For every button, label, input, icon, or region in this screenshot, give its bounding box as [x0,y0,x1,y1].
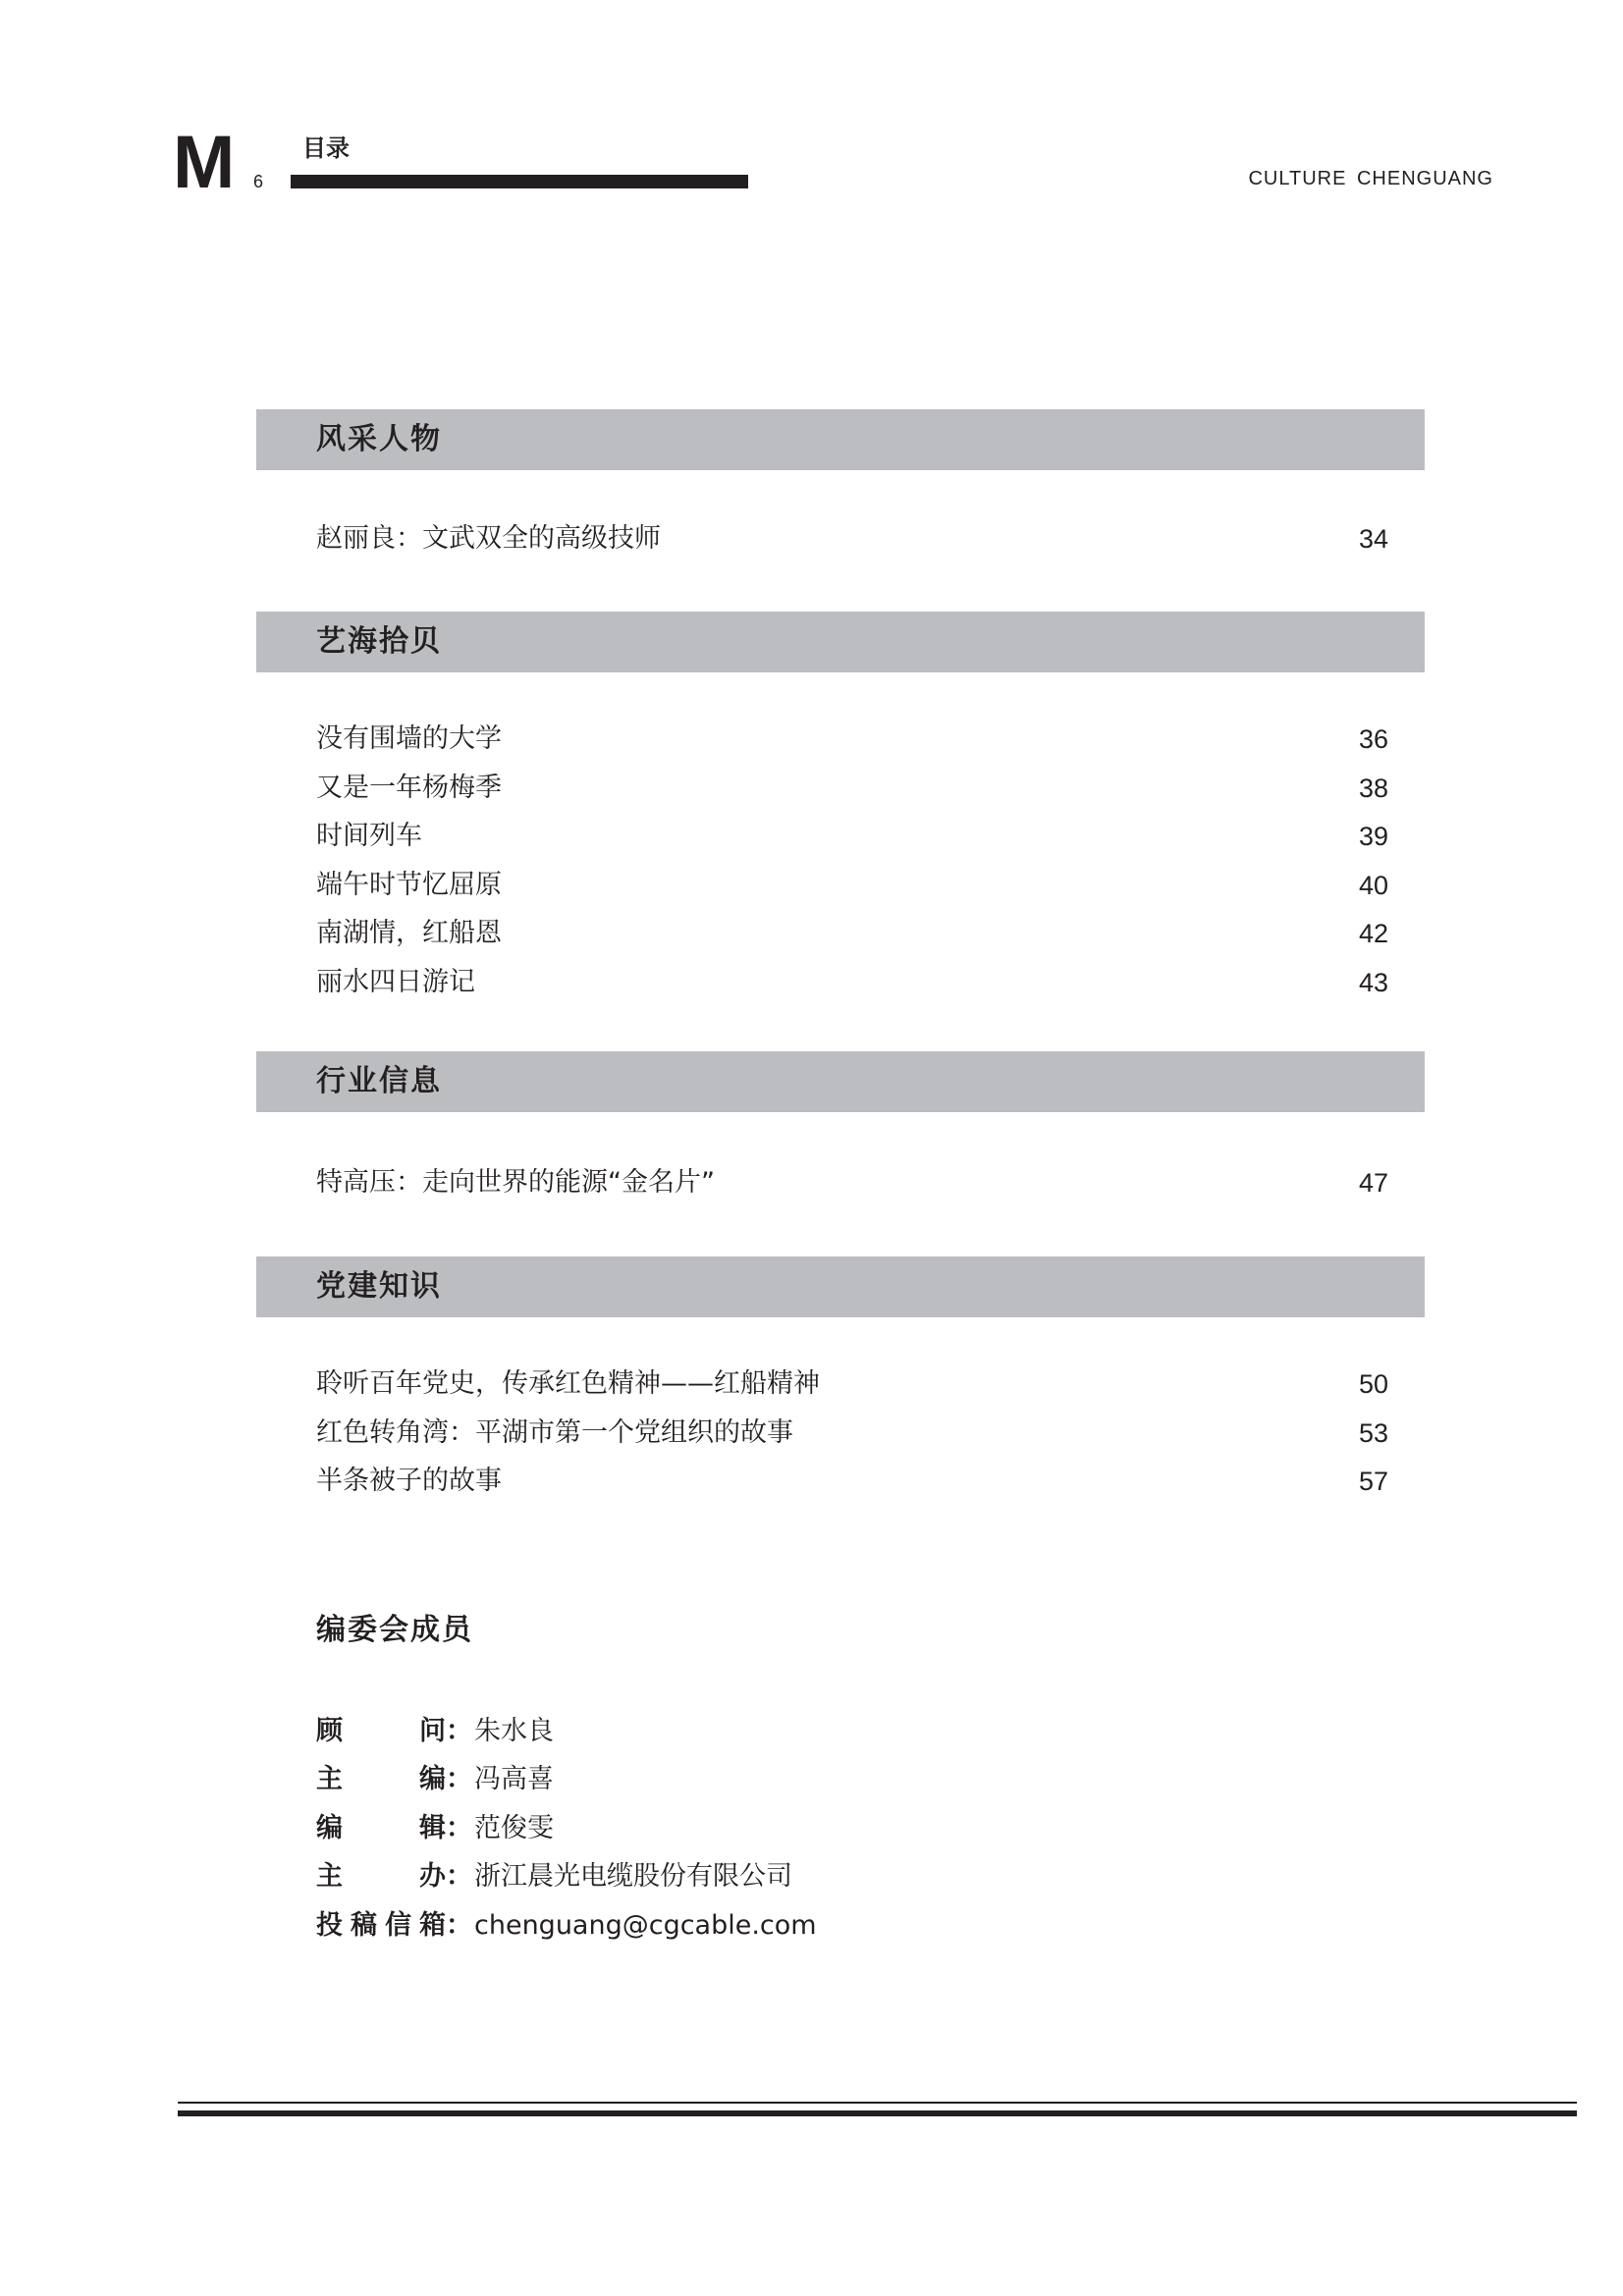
toc-entry-title: 南湖情，红船恩 [316,918,502,948]
toc-category-band [256,1256,1425,1317]
toc-entry-title: 赵丽良：文武双全的高级技师 [316,523,661,554]
toc-entry[interactable] [316,1413,1388,1454]
toc-entry[interactable] [316,816,1388,857]
editorial-name: 朱水良 [474,1716,554,1746]
editorial-colon: ： [446,1716,472,1746]
toc-entry[interactable] [316,962,1388,1003]
toc-category-band [256,409,1425,470]
toc-entry-page: 39 [1358,822,1388,851]
editorial-colon: ： [446,1813,472,1843]
editorial-role: 顾问 [316,1716,446,1746]
editorial-role: 主编 [316,1764,446,1794]
toc-entry[interactable] [316,719,1388,760]
toc-entry-page: 36 [1358,724,1388,754]
editorial-member [316,1856,792,1897]
toc-category-band [256,1051,1425,1112]
toc-entry-title: 半条被子的故事 [316,1466,502,1496]
toc-entry[interactable] [316,913,1388,954]
magazine-logo-letter: M [173,121,234,204]
toc-entry-page: 43 [1358,968,1388,997]
toc-entry[interactable] [316,768,1388,809]
toc-category-label: 艺海拾贝 [316,624,442,659]
toc-entry-page: 38 [1358,774,1388,803]
toc-entry-title: 时间列车 [316,821,422,851]
editorial-role: 主办 [316,1861,446,1892]
editorial-board-title: 编委会成员 [316,1613,473,1647]
footer-rule-thick [178,2110,1577,2116]
toc-entry[interactable] [316,1461,1388,1502]
editorial-name: 范俊雯 [474,1813,554,1843]
toc-entry-page: 50 [1358,1369,1388,1399]
editorial-role: 投稿信箱 [316,1910,446,1941]
toc-category-label: 行业信息 [316,1064,442,1098]
editorial-colon: ： [446,1764,472,1794]
toc-entry-page: 42 [1358,919,1388,948]
editorial-name: 冯高喜 [474,1764,554,1794]
toc-entry-title: 聆听百年党史，传承红色精神——红船精神 [316,1368,820,1399]
editorial-role: 编辑 [316,1813,446,1843]
toc-entry[interactable] [316,865,1388,906]
editorial-member [316,1711,554,1752]
toc-entry-page: 34 [1358,524,1388,554]
toc-entry-page: 57 [1358,1467,1388,1496]
brand-name: CULTURE CHENGUANG [1248,168,1493,189]
toc-entry-title: 丽水四日游记 [316,967,475,997]
editorial-email[interactable]: chenguang@cgcable.com [474,1910,817,1941]
section-title: 目录 [302,134,350,162]
editorial-colon: ： [446,1910,472,1941]
toc-entry-title: 红色转角湾：平湖市第一个党组织的故事 [316,1417,793,1448]
toc-entry[interactable] [316,1162,1388,1203]
toc-entry-page: 40 [1358,871,1388,900]
editorial-member [316,1759,554,1800]
editorial-member [316,1808,554,1849]
header-bar [291,175,748,188]
page-number: 6 [253,172,264,191]
toc-entry[interactable] [316,518,1388,560]
footer-rule-thin [178,2102,1577,2104]
editorial-colon: ： [446,1861,472,1892]
toc-category-label: 风采人物 [316,422,442,456]
editorial-name: 浙江晨光电缆股份有限公司 [474,1861,792,1892]
toc-entry-title: 没有围墙的大学 [316,723,502,754]
toc-entry-page: 47 [1358,1168,1388,1198]
editorial-member [316,1905,817,1947]
toc-entry[interactable] [316,1363,1388,1405]
toc-entry-title: 特高压：走向世界的能源“金名片” [316,1167,715,1198]
toc-entry-title: 又是一年杨梅季 [316,773,502,803]
toc-entry-page: 53 [1358,1418,1388,1448]
toc-category-label: 党建知识 [316,1269,442,1304]
toc-category-band [256,612,1425,672]
toc-entry-title: 端午时节忆屈原 [316,870,502,900]
